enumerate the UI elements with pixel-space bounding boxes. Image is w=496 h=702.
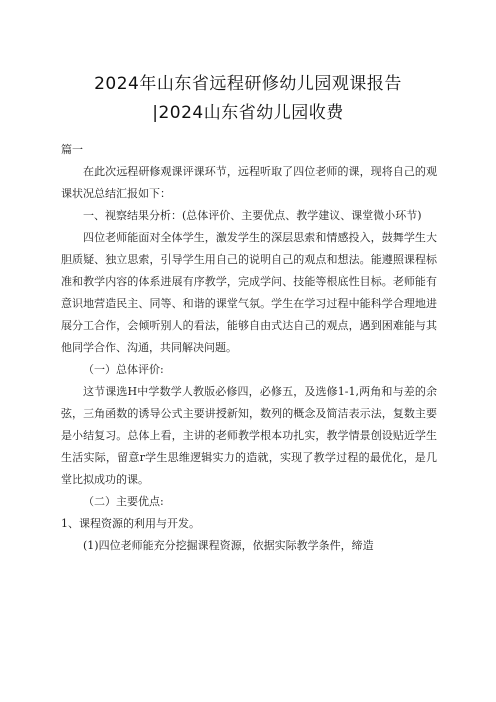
heading-observation-analysis: 一、视察结果分析：(总体评价、主要优点、教学建议、课堂微小环节): [83, 209, 422, 222]
paragraph-teachers: 四位老师能面对全体学生，激发学生的深层思索和情感投入，鼓舞学生大胆质疑、独立思索，引导学生用自己的说明自己的观点和想法。能遵照课程标准和教学内容的体系进展有序教学，完成学问、技能等根底性目标。老师能有意识地营造民主、同等、和谐的课堂气氛。学生在学习过程中能科学合理地进展分工合作，会倾听别人的看法，能够自由式达自己的观点，遇到困难能与其他同学合作、沟通，共同解决问题。: [61, 231, 437, 354]
list-subitem-1: (1)四位老师能充分挖掘课程资源，依据实际教学条件，缔造: [83, 539, 374, 552]
document-title-line-1: 2024年山东省远程研修幼儿园观课报告: [94, 74, 402, 94]
document-title-line-2: |2024山东省幼儿园收费: [152, 103, 344, 123]
section-label: 篇一: [61, 143, 83, 156]
paragraph-intro: 在此次远程研修观课评课环节，远程听取了四位老师的课，现将自己的观课状况总结汇报如下：: [61, 165, 437, 200]
heading-overall-evaluation: （一）总体评价:: [83, 363, 164, 376]
heading-main-strengths: （二）主要优点:: [83, 495, 164, 508]
list-item-resources: 1、课程资源的利用与开发。: [61, 517, 200, 530]
document-body: [61, 139, 437, 557]
paragraph-lesson-summary: 这节课选H中学数学人教版必修四，必修五，及选修1-1,两角和与差的余弦，三角函数的诱导公式主要讲授新知，数列的概念及简洁表示法，复数主要是小结复习。总体上看，主讲的老师教学根本功扎实，教学情景创设贴近学生生活实际，留意r学生思维逻辑实力的造就，实现了教学过程的最优化，是几堂比拟成功的课。: [61, 385, 437, 486]
